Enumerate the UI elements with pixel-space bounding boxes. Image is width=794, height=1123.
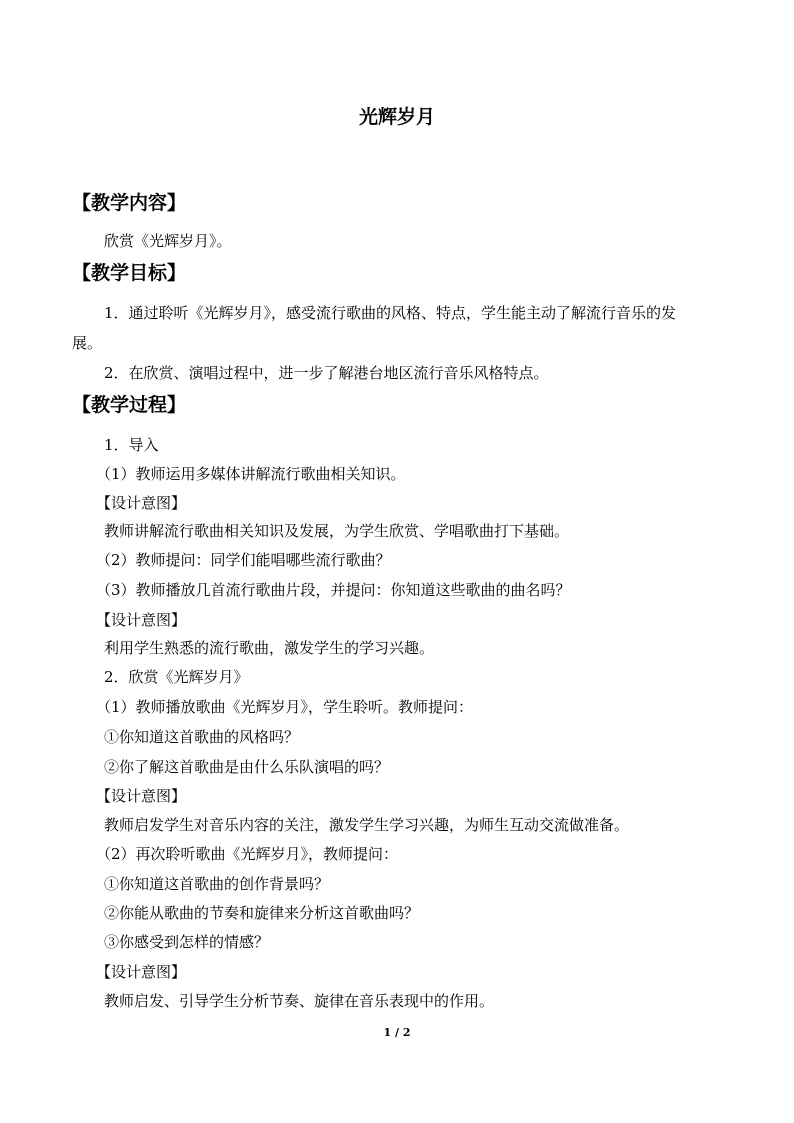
process-line: （2）教师提问：同学们能唱哪些流行歌曲？ [96,551,391,569]
content-line: 欣赏《光辉岁月》。 [104,232,232,250]
process-line: ②你了解这首歌曲是由什么乐队演唱的吗？ [104,758,390,776]
process-line: 教师启发学生对音乐内容的关注，激发学生学习兴趣，为师生互动交流做准备。 [104,816,630,834]
document-title: 光辉岁月 [358,106,435,128]
section-heading-content: 【教学内容】 [72,192,187,214]
process-line: （2）再次聆听歌曲《光辉岁月》，教师提问： [96,845,399,863]
process-line: （1）教师运用多媒体讲解流行歌曲相关知识。 [96,465,406,483]
process-line: （3）教师播放几首流行歌曲片段，并提问：你知道这些歌曲的曲名吗？ [96,581,571,599]
process-line: ①你知道这首歌曲的创作背景吗？ [104,875,330,893]
process-line: ②你能从歌曲的节奏和旋律来分析这首歌曲吗？ [104,904,420,922]
process-line: 1．导入 [104,436,159,454]
section-heading-goals: 【教学目标】 [72,262,187,284]
goal-line-2: 2．在欣赏、演唱过程中，进一步了解港台地区流行音乐风格特点。 [104,364,549,382]
design-intent-label: 【设计意图】 [96,963,187,981]
process-line: ①你知道这首歌曲的风格吗？ [104,728,300,746]
process-line: 2．欣赏《光辉岁月》 [104,668,249,686]
page-indicator: 1 / 2 [383,1026,411,1039]
design-intent-label: 【设计意图】 [96,611,187,629]
process-line: （1）教师播放歌曲《光辉岁月》，学生聆听。教师提问： [96,698,474,716]
process-line: 教师启发、引导学生分析节奏、旋律在音乐表现中的作用。 [104,992,495,1010]
design-intent-label: 【设计意图】 [96,787,187,805]
process-line: 教师讲解流行歌曲相关知识及发展，为学生欣赏、学唱歌曲打下基础。 [104,522,570,540]
process-line: 利用学生熟悉的流行歌曲，激发学生的学习兴趣。 [104,639,435,657]
goal-line-1: 1．通过聆听《光辉岁月》，感受流行歌曲的风格、特点，学生能主动了解流行音乐的发 [104,304,677,322]
process-line: ③你感受到怎样的情感？ [104,933,270,951]
goal-line-1-cont: 展。 [72,334,103,352]
section-heading-process: 【教学过程】 [72,394,187,416]
design-intent-label: 【设计意图】 [96,494,187,512]
